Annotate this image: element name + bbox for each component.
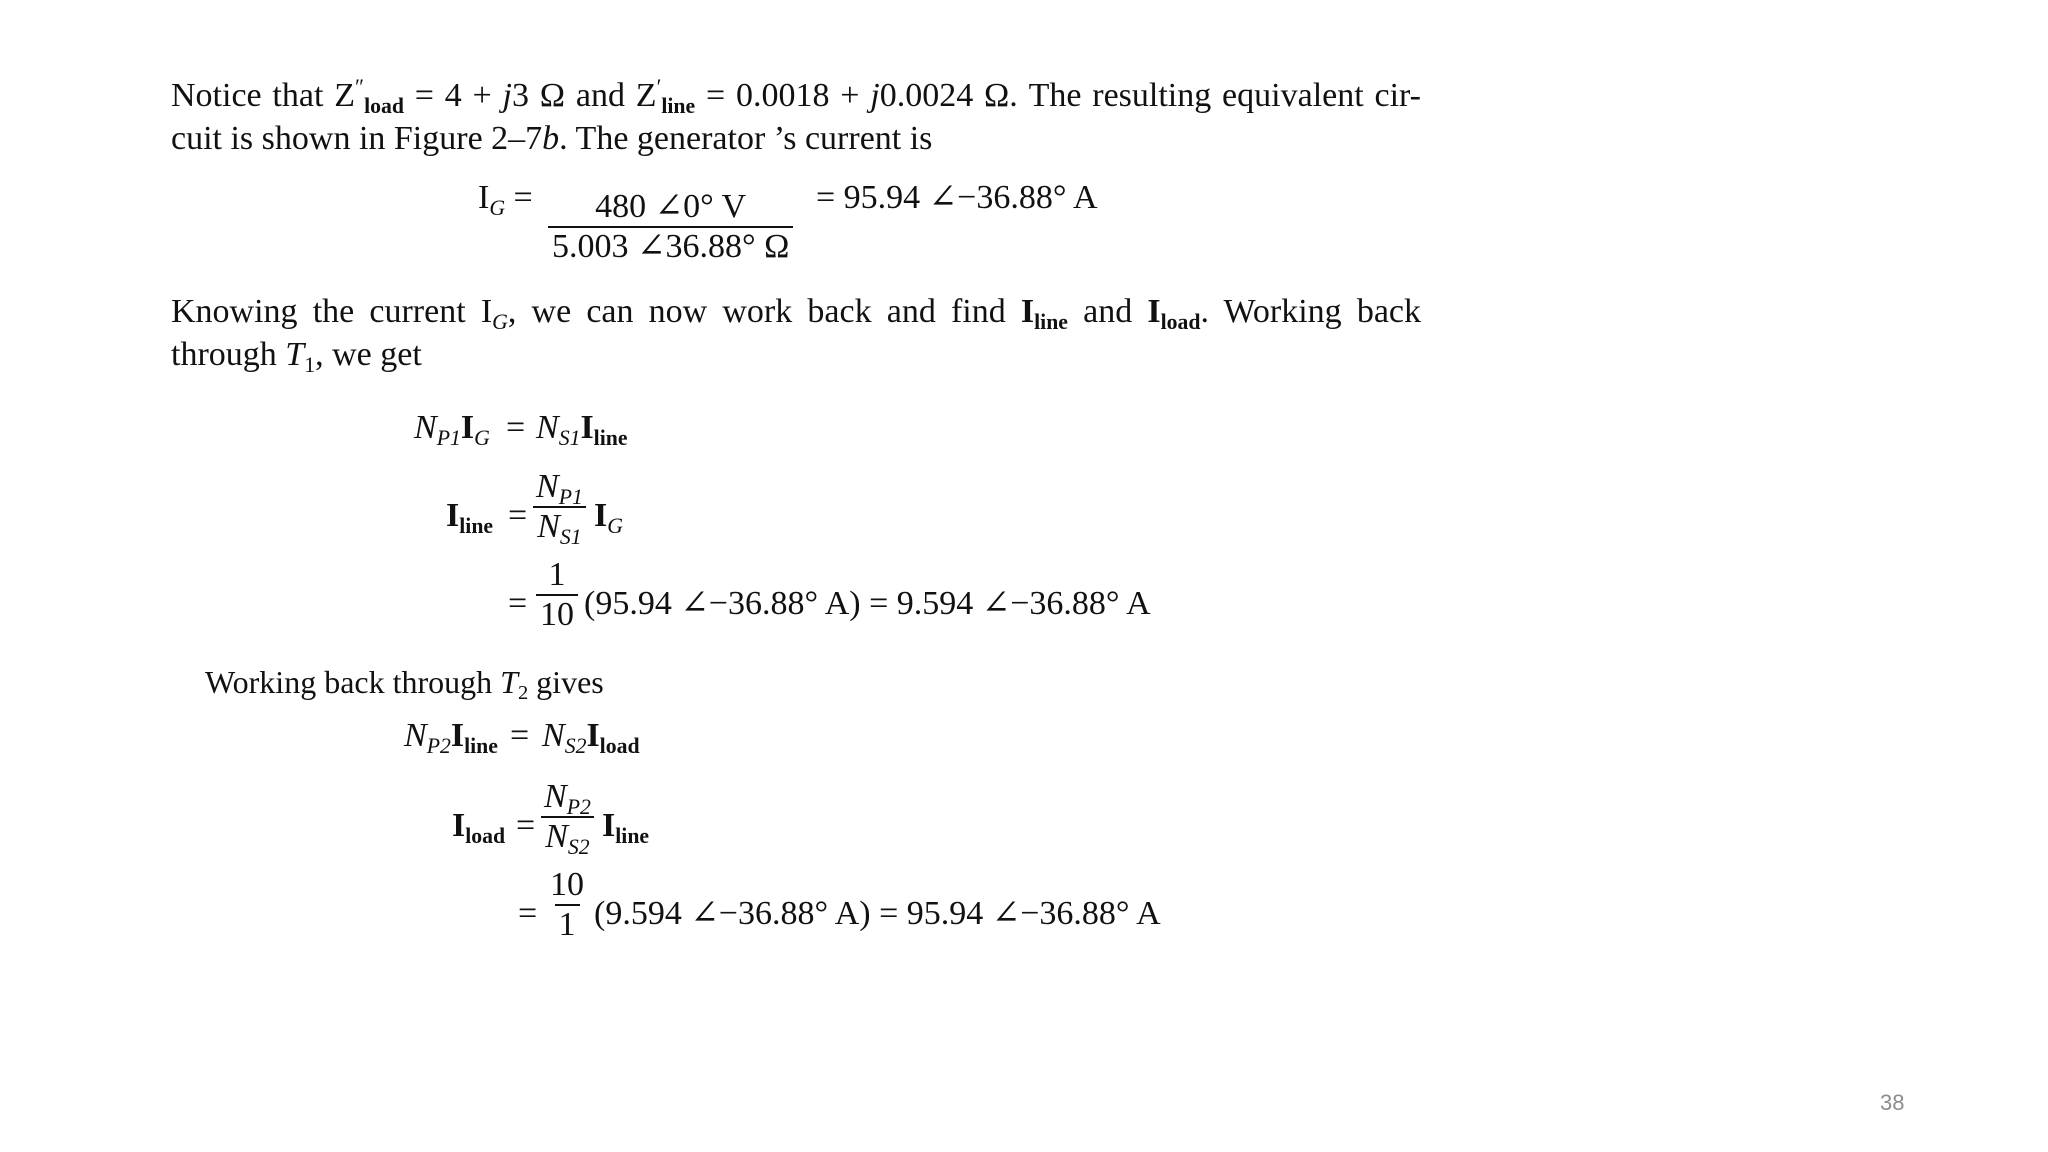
current-symbol: I bbox=[452, 807, 466, 844]
eq1-rhs bbox=[536, 408, 628, 448]
current-subscript: G bbox=[607, 513, 623, 538]
fraction-numerator: 1 bbox=[548, 556, 566, 593]
n-symbol: N bbox=[536, 409, 559, 446]
page-number: 38 bbox=[1880, 1090, 1905, 1115]
ig-symbol: I bbox=[478, 179, 490, 216]
i-load-symbol bbox=[1147, 293, 1201, 334]
fraction-numerator bbox=[532, 468, 587, 509]
text-run: 0.0024 Ω. The resulting equivalent cir-cuit is shown in Figure 2–7 bbox=[171, 77, 1421, 157]
eq6-rest: (9.594 ∠−36.88° A) = 95.94 ∠−36.88° A bbox=[594, 895, 1161, 932]
equals-sign: = bbox=[518, 895, 538, 932]
eq5-rhs bbox=[602, 806, 649, 846]
text-run: Working back through bbox=[205, 664, 501, 700]
subscript-line: line bbox=[661, 93, 696, 118]
ig-fraction bbox=[548, 188, 793, 266]
text-run: gives bbox=[528, 664, 604, 700]
subscript-line: line bbox=[1034, 309, 1068, 334]
current-symbol: I bbox=[446, 497, 460, 534]
eq1-lhs bbox=[414, 408, 490, 448]
figure-ref-letter: b bbox=[542, 120, 560, 157]
eq4-lhs bbox=[404, 716, 498, 756]
ig-lhs bbox=[478, 178, 533, 218]
z-line-symbol bbox=[656, 74, 696, 118]
current-symbol: I bbox=[602, 807, 616, 844]
current-subscript: line bbox=[615, 823, 650, 848]
prime: ′ bbox=[656, 74, 662, 99]
text-run: = 4 + bbox=[403, 77, 503, 114]
fraction bbox=[540, 778, 595, 859]
eq2-rhs bbox=[594, 496, 623, 536]
current-subscript: line bbox=[464, 733, 498, 758]
equals-sign: = bbox=[510, 717, 530, 754]
current-subscript: load bbox=[599, 733, 640, 758]
n-subscript: S2 bbox=[567, 834, 590, 859]
z-load-symbol bbox=[355, 74, 404, 118]
transformer-symbol: T bbox=[500, 664, 518, 700]
fraction-numerator: 480 ∠0° V bbox=[595, 188, 747, 225]
fraction-denominator: 5.003 ∠36.88° Ω bbox=[548, 226, 793, 266]
equals-sign: = bbox=[513, 179, 533, 216]
n-subscript: P2 bbox=[426, 733, 451, 758]
text-run: . Working back through bbox=[171, 293, 1422, 373]
fraction bbox=[548, 188, 793, 266]
n-symbol: N bbox=[542, 717, 565, 754]
transformer-symbol: T bbox=[285, 336, 305, 373]
equals-sign: = bbox=[516, 807, 536, 844]
eq5-lhs bbox=[452, 806, 505, 846]
eq4-rhs bbox=[542, 716, 640, 756]
work-back-t2-text bbox=[205, 662, 604, 705]
double-prime: ″ bbox=[355, 74, 365, 99]
imaginary-j: j bbox=[870, 77, 880, 114]
paragraph-intro bbox=[171, 74, 1421, 160]
current-subscript: load bbox=[465, 823, 506, 848]
current-symbol: I bbox=[580, 409, 594, 446]
n-symbol: N bbox=[544, 778, 567, 815]
paragraph-work-back bbox=[171, 290, 1421, 376]
n-subscript: S1 bbox=[558, 425, 581, 450]
current-symbol: I bbox=[450, 717, 465, 754]
equals-sign: = bbox=[508, 585, 528, 622]
text-run: Notice that Z bbox=[171, 77, 355, 114]
fraction bbox=[532, 468, 587, 549]
n-symbol: N bbox=[537, 508, 560, 545]
n-subscript: P1 bbox=[436, 425, 461, 450]
text-run: 3 Ω and Z bbox=[512, 77, 657, 114]
current-symbol: I bbox=[460, 409, 475, 446]
n-symbol: N bbox=[536, 468, 559, 505]
current-symbol: I bbox=[1020, 293, 1035, 330]
fraction-numerator bbox=[540, 778, 595, 819]
transformer-t1 bbox=[285, 336, 316, 377]
n-subscript: P2 bbox=[566, 794, 591, 819]
current-subscript: line bbox=[593, 425, 628, 450]
eq5-fraction bbox=[540, 778, 595, 859]
fraction-denominator bbox=[541, 816, 593, 859]
equals-sign: = bbox=[508, 497, 528, 534]
ig-subscript: G bbox=[489, 195, 506, 220]
n-subscript: S1 bbox=[559, 524, 582, 549]
equals-sign: = bbox=[506, 409, 526, 446]
eq2-fraction bbox=[532, 468, 587, 549]
subscript-2: 2 bbox=[517, 682, 529, 705]
eq6-fraction bbox=[546, 866, 588, 944]
fraction-denominator: 1 bbox=[555, 904, 580, 944]
current-symbol: I bbox=[1147, 293, 1161, 330]
subscript-g: G bbox=[492, 309, 508, 334]
eq3-rest: (95.94 ∠−36.88° A) = 9.594 ∠−36.88° A bbox=[584, 585, 1151, 622]
text-run: = 0.0018 + bbox=[695, 77, 871, 114]
current-subscript: line bbox=[459, 513, 494, 538]
current-subscript: G bbox=[474, 425, 490, 450]
fraction-denominator bbox=[533, 506, 585, 549]
n-symbol: N bbox=[414, 409, 437, 446]
text-run: and bbox=[1067, 293, 1148, 330]
ig-result: = 95.94 ∠−36.88° A bbox=[816, 179, 1098, 216]
text-run: , we can now work back and find bbox=[507, 293, 1021, 330]
n-subscript: S2 bbox=[564, 733, 587, 758]
imaginary-j: j bbox=[502, 77, 512, 114]
current-symbol: I bbox=[586, 717, 600, 754]
n-symbol: N bbox=[545, 818, 568, 855]
subscript-load: load bbox=[364, 93, 404, 118]
subscript-load: load bbox=[1160, 309, 1201, 334]
n-subscript: P1 bbox=[558, 484, 583, 509]
i-line-symbol bbox=[1020, 293, 1068, 334]
eq2-lhs bbox=[446, 496, 493, 536]
text-run: , we get bbox=[315, 336, 422, 373]
text-run: Knowing the current I bbox=[171, 293, 493, 330]
fraction bbox=[536, 556, 578, 634]
current-symbol: I bbox=[594, 497, 608, 534]
fraction bbox=[546, 866, 588, 944]
subscript-1: 1 bbox=[304, 352, 316, 377]
text-run: . The generator ’s current is bbox=[559, 120, 933, 157]
n-symbol: N bbox=[404, 717, 427, 754]
fraction-numerator: 10 bbox=[550, 866, 584, 903]
eq3-fraction bbox=[536, 556, 578, 634]
fraction-denominator: 10 bbox=[536, 594, 578, 634]
